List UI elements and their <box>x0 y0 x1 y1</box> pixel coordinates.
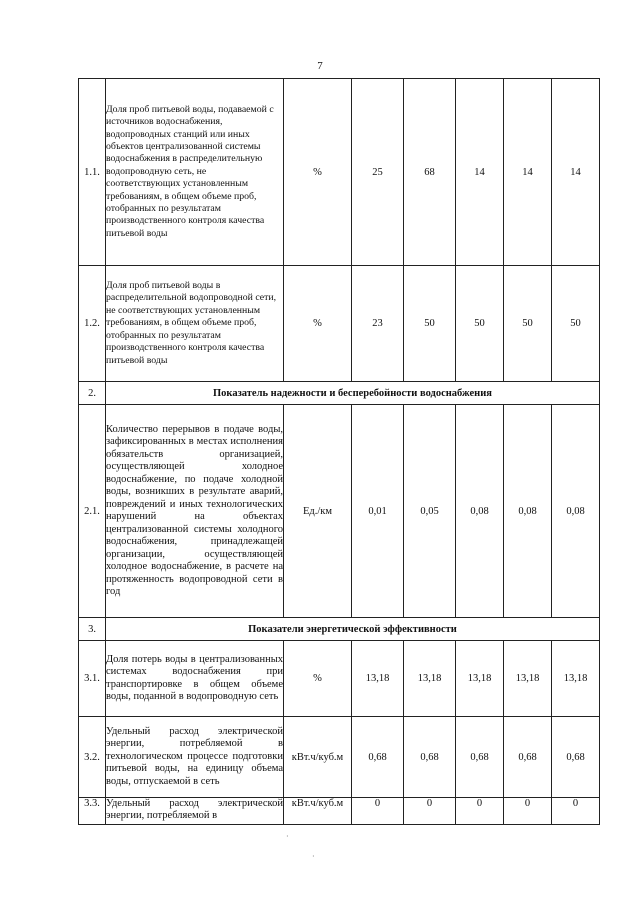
unit-cell: кВт.ч/куб.м <box>284 798 352 825</box>
row-number: 3.2. <box>79 717 106 798</box>
indicator-description: Удельный расход электрической энергии, потребляемой в <box>106 798 284 825</box>
table-row <box>79 266 600 382</box>
value-cell: 0,08 <box>504 405 552 618</box>
value-cell: 0 <box>504 798 552 825</box>
table-row <box>79 641 600 717</box>
value-cell: 68 <box>404 79 456 266</box>
row-number: 2.1. <box>79 405 106 618</box>
unit-cell: % <box>284 266 352 382</box>
value-cell: 13,18 <box>352 641 404 717</box>
value-cell: 0,08 <box>552 405 600 618</box>
indicator-description: Удельный расход электрической энергии, потребляемой в технологическом процессе подготовки питьевой воды, на единицу объема воды, отпускаемой в сеть <box>106 717 284 798</box>
value-cell: 13,18 <box>456 641 504 717</box>
value-cell: 0,68 <box>504 717 552 798</box>
value-cell: 23 <box>352 266 404 382</box>
value-cell: 14 <box>552 79 600 266</box>
value-cell: 0,08 <box>456 405 504 618</box>
unit-cell: Ед./км <box>284 405 352 618</box>
table-row <box>79 798 600 825</box>
value-cell: 50 <box>404 266 456 382</box>
table-row <box>79 405 600 618</box>
value-cell: 0 <box>552 798 600 825</box>
value-cell: 0,68 <box>552 717 600 798</box>
table-row <box>79 79 600 266</box>
value-cell: 25 <box>352 79 404 266</box>
scan-speck: · <box>312 852 315 861</box>
unit-cell: кВт.ч/куб.м <box>284 717 352 798</box>
value-cell: 50 <box>456 266 504 382</box>
value-cell: 0,01 <box>352 405 404 618</box>
indicator-description: Доля потерь воды в централизованных системах водоснабжения при транспортировке в общем объеме воды, поданной в водопроводную сеть <box>106 641 284 717</box>
section-row <box>79 382 600 405</box>
section-title: Показатель надежности и бесперебойности водоснабжения <box>106 382 600 405</box>
unit-cell: % <box>284 641 352 717</box>
value-cell: 14 <box>456 79 504 266</box>
value-cell: 14 <box>504 79 552 266</box>
table-row <box>79 717 600 798</box>
value-cell: 0 <box>456 798 504 825</box>
section-number: 2. <box>79 382 106 405</box>
value-cell: 0,68 <box>404 717 456 798</box>
value-cell: 0 <box>404 798 456 825</box>
page-number: 7 <box>317 60 323 72</box>
value-cell: 0,68 <box>352 717 404 798</box>
value-cell: 13,18 <box>404 641 456 717</box>
unit-cell: % <box>284 79 352 266</box>
row-number: 1.1. <box>79 79 106 266</box>
value-cell: 0,68 <box>456 717 504 798</box>
row-number: 3.1. <box>79 641 106 717</box>
section-row <box>79 618 600 641</box>
scan-speck: · <box>286 832 289 841</box>
value-cell: 13,18 <box>552 641 600 717</box>
section-number: 3. <box>79 618 106 641</box>
row-number: 1.2. <box>79 266 106 382</box>
value-cell: 0 <box>352 798 404 825</box>
indicator-description: Количество перерывов в подаче воды, зафиксированных в местах исполнения обязательств организацией, осуществляющей холодное водоснабжение, по подаче холодной воды, возникших в результате аварий, повреждений и иных технологических нарушений на объектах централизованной системы холодного водоснабжения, принадлежащей организации, осуществляющей холодное водоснабжение, в расчете на протяженность водопроводной сети в год <box>106 405 284 618</box>
indicator-description: Доля проб питьевой воды в распределительной водопроводной сети, не соответствующих установленным требованиям, в общем объеме проб, отобранных по результатам производственного контроля качества питьевой воды <box>106 266 284 382</box>
row-number: 3.3. <box>79 798 106 825</box>
value-cell: 13,18 <box>504 641 552 717</box>
indicators-table <box>78 78 600 825</box>
value-cell: 0,05 <box>404 405 456 618</box>
value-cell: 50 <box>504 266 552 382</box>
section-title: Показатели энергетической эффективности <box>106 618 600 641</box>
indicator-description: Доля проб питьевой воды, подаваемой с источников водоснабжения, водопроводных станций или иных объектов централизованной системы водоснабжения в распределительную водопроводную сеть, не соответствующих установленным требованиям, в общем объеме проб, отобранных по результатам производственного контроля качества питьевой воды <box>106 79 284 266</box>
value-cell: 50 <box>552 266 600 382</box>
